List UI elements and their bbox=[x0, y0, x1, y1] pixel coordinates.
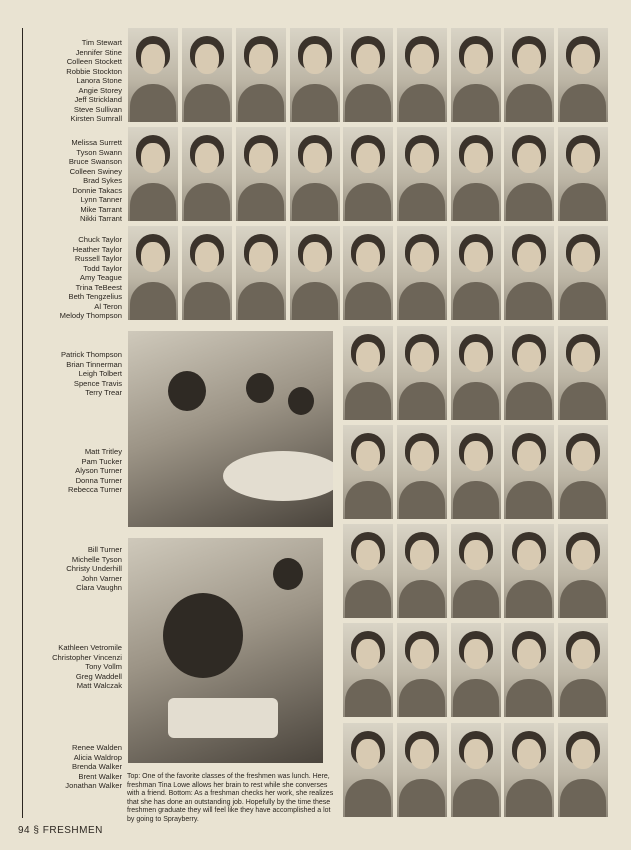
student-portrait bbox=[236, 127, 286, 221]
student-portrait bbox=[343, 28, 393, 122]
student-portrait bbox=[128, 127, 178, 221]
name-group bbox=[22, 350, 122, 398]
student-portrait bbox=[504, 326, 554, 420]
student-name: Steve Sullivan bbox=[73, 104, 122, 114]
student-portrait bbox=[343, 127, 393, 221]
student-name: Bruce Swanson bbox=[68, 157, 122, 166]
student-portrait bbox=[397, 623, 447, 717]
student-name: Donnie Takacs bbox=[72, 185, 122, 195]
student-portrait bbox=[397, 326, 447, 420]
student-name: Mike Tarrant bbox=[80, 204, 122, 214]
candid-photo-lunch bbox=[128, 331, 333, 527]
student-name: Heather Taylor bbox=[72, 244, 122, 254]
name-group bbox=[22, 545, 122, 593]
student-portrait bbox=[558, 425, 608, 519]
student-name: Greg Waddell bbox=[75, 671, 122, 681]
student-name: Brenda Walker bbox=[72, 762, 122, 771]
student-name: Brent Walker bbox=[78, 771, 122, 781]
student-name: Tyson Swann bbox=[76, 147, 122, 157]
student-name: Jeff Strickland bbox=[74, 95, 122, 104]
student-portrait bbox=[558, 28, 608, 122]
name-group bbox=[22, 235, 122, 321]
student-name: Jonathan Walker bbox=[65, 781, 122, 790]
student-name: Spence Travis bbox=[73, 378, 122, 388]
student-portrait bbox=[343, 326, 393, 420]
student-portrait bbox=[451, 723, 501, 817]
student-name: Beth Tengzelius bbox=[68, 292, 122, 301]
student-portrait bbox=[558, 623, 608, 717]
name-group bbox=[22, 138, 122, 224]
student-portrait bbox=[397, 524, 447, 618]
student-name: Clara Vaughn bbox=[76, 583, 122, 592]
student-name: Michelle Tyson bbox=[71, 554, 122, 564]
student-portrait bbox=[451, 425, 501, 519]
student-portrait bbox=[290, 127, 340, 221]
student-portrait bbox=[397, 723, 447, 817]
student-name: Jennifer Stine bbox=[75, 47, 122, 57]
student-name: Colleen Stockett bbox=[66, 57, 122, 66]
student-portrait bbox=[504, 425, 554, 519]
student-portrait bbox=[504, 28, 554, 122]
student-portrait bbox=[397, 226, 447, 320]
student-name: Nikki Tarrant bbox=[79, 214, 122, 223]
name-group bbox=[22, 743, 122, 791]
student-name: Trina TeBeest bbox=[75, 282, 122, 292]
student-name: Chuck Taylor bbox=[78, 235, 122, 244]
student-portrait bbox=[182, 127, 232, 221]
student-name: Matt Walczak bbox=[76, 681, 122, 690]
student-portrait bbox=[451, 524, 501, 618]
student-portrait bbox=[451, 28, 501, 122]
student-portrait bbox=[343, 623, 393, 717]
student-name: Matt Tritley bbox=[84, 447, 122, 456]
student-name: Angie Storey bbox=[78, 85, 122, 95]
student-portrait bbox=[290, 226, 340, 320]
student-portrait bbox=[558, 524, 608, 618]
student-portrait bbox=[128, 28, 178, 122]
student-portrait bbox=[558, 326, 608, 420]
student-name: Donna Turner bbox=[75, 475, 122, 485]
student-portrait bbox=[504, 623, 554, 717]
student-portrait bbox=[451, 623, 501, 717]
student-portrait bbox=[397, 425, 447, 519]
student-portrait bbox=[558, 226, 608, 320]
student-portrait bbox=[451, 326, 501, 420]
student-name: Rebecca Turner bbox=[67, 485, 122, 494]
student-name: Melissa Surrett bbox=[71, 138, 122, 147]
student-portrait bbox=[236, 28, 286, 122]
student-portrait bbox=[558, 127, 608, 221]
student-name: Tim Stewart bbox=[81, 38, 122, 47]
student-portrait bbox=[182, 226, 232, 320]
student-portrait bbox=[343, 425, 393, 519]
student-name: Pam Tucker bbox=[81, 456, 122, 466]
student-name: Alicia Waldrop bbox=[73, 752, 122, 762]
student-portrait bbox=[397, 127, 447, 221]
student-name: Todd Taylor bbox=[83, 263, 122, 273]
photo-caption: Top: One of the favorite classes of the freshmen was lunch. Here, freshman Tina Lowe allows her brain to rest while she converses with a friend. Bottom: As a freshman checks her work, she realizes that she has done an outstanding job. Hopefully by the time these freshmen graduate they will feel like they have accomplished a lot by going to Sprayberry. bbox=[127, 773, 334, 823]
student-portrait bbox=[128, 226, 178, 320]
student-name: Renee Walden bbox=[72, 743, 122, 752]
student-name: Christopher Vincenzi bbox=[52, 652, 122, 662]
student-portrait bbox=[504, 723, 554, 817]
student-portrait bbox=[558, 723, 608, 817]
student-name: Tony Vollm bbox=[85, 662, 122, 671]
student-name: Alyson Turner bbox=[75, 466, 122, 475]
name-group bbox=[22, 447, 122, 495]
candid-photo-classroom bbox=[128, 538, 323, 763]
student-name: Brian Tinnerman bbox=[66, 359, 122, 369]
student-name: Kathleen Vetromile bbox=[58, 643, 122, 652]
student-name: Russell Taylor bbox=[74, 254, 122, 263]
student-portrait bbox=[236, 226, 286, 320]
student-name: John Varner bbox=[81, 573, 122, 583]
student-portrait bbox=[504, 524, 554, 618]
student-name: Bill Turner bbox=[87, 545, 122, 554]
student-name: Kirsten Sumrall bbox=[70, 114, 122, 123]
student-name: Terry Trear bbox=[85, 388, 122, 397]
student-portrait bbox=[397, 28, 447, 122]
student-portrait bbox=[290, 28, 340, 122]
student-name: Amy Teague bbox=[79, 273, 122, 282]
name-group bbox=[22, 643, 122, 691]
student-name: Robbie Stockton bbox=[66, 66, 122, 76]
student-name: Lynn Tanner bbox=[80, 195, 122, 204]
student-portrait bbox=[504, 226, 554, 320]
student-portrait bbox=[343, 524, 393, 618]
name-group bbox=[22, 38, 122, 124]
student-name: Brad Sykes bbox=[83, 176, 122, 185]
student-portrait bbox=[451, 127, 501, 221]
student-portrait bbox=[504, 127, 554, 221]
student-portrait bbox=[343, 226, 393, 320]
student-name: Lanora Stone bbox=[76, 76, 122, 85]
student-name: Patrick Thompson bbox=[60, 350, 122, 359]
page-footer: 94 § FRESHMEN bbox=[18, 825, 103, 836]
student-name: Al Teron bbox=[94, 301, 122, 311]
student-name: Christy Underhill bbox=[66, 564, 122, 573]
student-portrait bbox=[451, 226, 501, 320]
student-name: Leigh Tolbert bbox=[78, 369, 122, 378]
student-name: Colleen Swiney bbox=[69, 166, 122, 176]
student-name: Melody Thompson bbox=[59, 311, 122, 320]
student-portrait bbox=[182, 28, 232, 122]
student-portrait bbox=[343, 723, 393, 817]
